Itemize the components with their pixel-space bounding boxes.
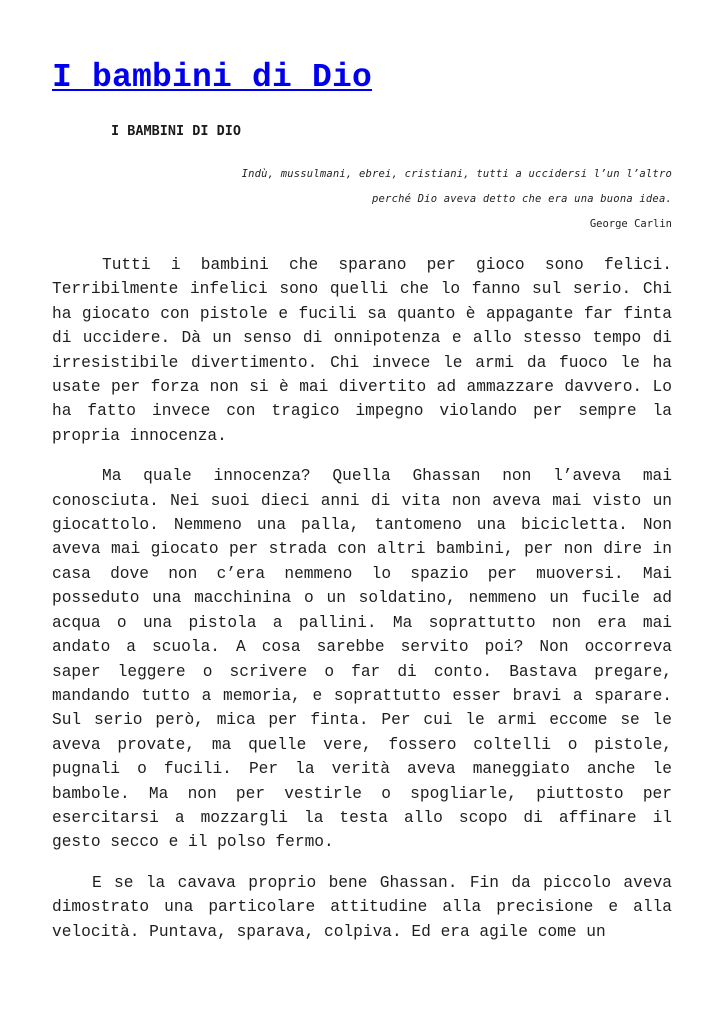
article-title-link[interactable]: I bambini di Dio xyxy=(52,59,373,96)
article-subtitle: I BAMBINI DI DIO xyxy=(111,123,242,139)
article xyxy=(52,56,672,944)
epigraph xyxy=(52,162,672,237)
paragraph-2: Ma quale innocenza? Quella Ghassan non l’aveva mai conosciuta. Nei suoi dieci anni di vita non aveva mai visto un giocattolo. Nemmeno una palla, tantomeno una bicicletta. Non aveva mai giocato per strada con altri bambini, per non dire in casa dove non c’era nemmeno lo spazio per muoversi. Mai posseduto una macchinina o un soldatino, nemmeno un fucile ad acqua o una pistola a pallini. Ma soprattutto non era mai andato a scuola. A cosa sarebbe servito poi? Non occorreva saper leggere o scrivere o far di conto. Bastava pregare, mandando tutto a memoria, e soprattutto esser bravi a sparare. Sul serio però, mica per finta. Per cui le armi eccome se le aveva provate, ma quelle vere, fossero coltelli o pistole, pugnali o fucili. Per la verità aveva maneggiato anche le bambole. Ma non per vestirle o spogliarle, piuttosto per esercitarsi a mozzargli la testa allo scopo di affinare il gesto secco e il polso fermo. xyxy=(52,467,672,852)
epigraph-author: George Carlin xyxy=(589,218,672,230)
epigraph-line-2: perché Dio aveva detto che era una buona idea. xyxy=(372,193,672,205)
paragraph-1: Tutti i bambini che sparano per gioco sono felici. Terribilmente infelici sono quelli che lo fanno sul serio. Chi ha giocato con pistole e fucili sa quanto è appagante far finta di uccidere. Dà un senso di onnipotenza e allo stesso tempo di irresistibile divertimento. Chi invece le armi da fuoco le ha usate per forza non si è mai divertito ad ammazzare davvero. Lo ha fatto invece con tragico impegno violando per sempre la propria innocenza. xyxy=(52,256,672,445)
paragraph-3: E se la cavava proprio bene Ghassan. Fin da piccolo aveva dimostrato una particolare attitudine alla precisione e alla velocità. Puntava, sparava, colpiva. Ed era agile come un xyxy=(52,873,672,941)
epigraph-line-1: Indù, mussulmani, ebrei, cristiani, tutti a uccidersi l’un l’altro xyxy=(241,168,672,180)
